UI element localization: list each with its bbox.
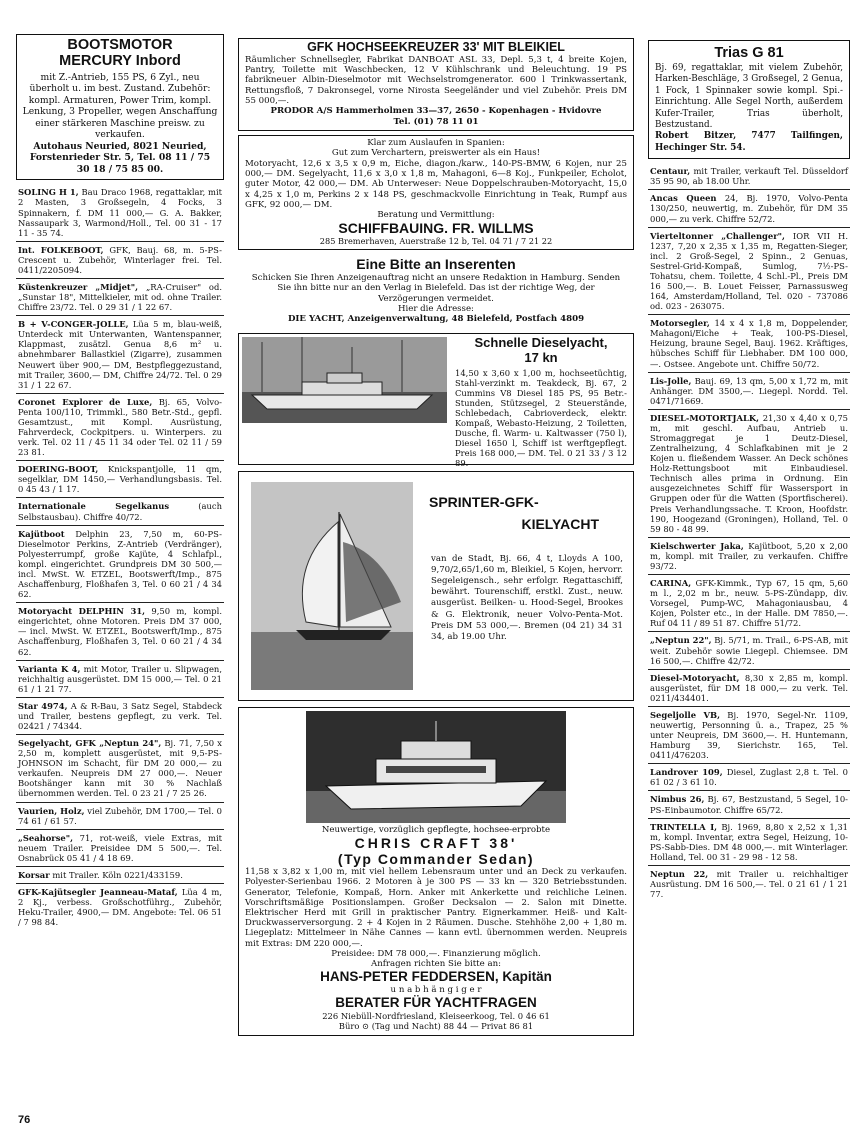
ad-lead: Ancas Queen <box>650 193 717 204</box>
ad-lead: SOLING H 1, <box>18 187 79 198</box>
chris-craft-photo <box>306 711 566 823</box>
right-classified-ad <box>648 228 850 316</box>
ad-lead: Internationale Segelkanus <box>18 501 170 512</box>
right-classified-ad <box>648 707 850 764</box>
right-classified-ad <box>648 575 850 632</box>
ad-lead: CARINA, <box>650 578 692 589</box>
left-classified-ad <box>16 461 224 498</box>
ad-willms-address: 285 Bremerhaven, Auerstraße 12 b, Tel. 04 71 / 7 21 22 <box>319 235 553 246</box>
ad-text: mit Motor, Trailer u. Slipwagen, reichhaltig ausgerüstet. DM 15 000,— Tel. 0 21 61 / 1 21 77. <box>18 663 222 694</box>
ad-lead: „Neptun 22", <box>650 635 712 646</box>
ad-lead: Centaur, <box>650 166 691 177</box>
ad-text: Bj. 67, Bestzustand, 5 Segel, 10-PS-Einbaumotor. Chiffre 65/72. <box>650 794 848 815</box>
chris-craft-requests: Anfragen richten Sie bitte an: <box>371 959 501 970</box>
ad-willms-advice: Beratung und Vermittlung: <box>377 210 495 221</box>
ad-bootsmotor-title: BOOTSMOTOR <box>67 37 173 53</box>
left-classified-ad <box>16 735 224 802</box>
ad-trias <box>648 40 850 159</box>
ad-trias-contact: Robert Bitzer, 7477 Tailfingen, Hechinger Str. 54. <box>655 131 843 153</box>
right-classified-ad <box>648 373 850 410</box>
left-classified-ad <box>16 661 224 698</box>
right-classifieds <box>648 163 850 902</box>
chris-craft-subtitle: (Typ Commander Sedan) <box>337 851 535 868</box>
dieselyacht-speed: 17 kn <box>524 349 558 365</box>
ad-gfk-contact: PRODOR A/S Hammerholmen 33—37, 2650 - Kopenhagen - Hvidovre <box>270 106 602 117</box>
ad-lead: Korsar <box>18 869 50 880</box>
middle-column <box>238 0 634 1036</box>
right-classified-ad <box>648 190 850 227</box>
dieselyacht-heading <box>453 336 629 366</box>
sprinter-photo <box>251 482 413 690</box>
ad-text: Bj. 71, 7,50 x 2,50 m, komplett ausgerüstet, mit 9,5-PS-JOHNSON im Schacht, für DM 20 000,— zu verkaufen. Neupreis DM 27 000,—. Neuer Bootshänger kann mit 30 % Nachlaß übernommen werden. Tel. 0 23 21 / 7 25 26. <box>18 738 222 799</box>
ad-lead: Kajütboot <box>18 528 65 539</box>
sprinter-illustration <box>251 482 413 690</box>
ad-text: (auch Selbstausbau). Chiffre 40/72. <box>18 501 222 522</box>
right-classified-ad <box>648 819 850 866</box>
ad-text: 21,30 x 4,40 x 0,75 m, mit geschl. Aufbau, Antrieb u. Stromaggregat je 1 Deutz-Diesel, Zentralheizung, 4 Schlafkabinen mit je 2 Kojen u. fließendem Wasser. An Deck schönes Holz-Rettungsboot mit Einbaudiesel. Technisch alles prima in Ordnung. Ein ausgezeichnetes Schiff für Wassersport in Gruppen oder für die Watten (Sportfischerei). Preis Verhandlungssache. T. Kroon, Hoofdstr. 190, Hoogezand (Groningen), Holland, Tel. 0 59 80 - 48 99. <box>650 412 848 534</box>
ad-lead: Coronet Explorer de Luxe, <box>18 396 153 407</box>
ad-gfk-body: Räumlicher Schnellsegler, Fabrikat DANBOAT ASL 33, Depl. 5,3 t, 4 breite Kojen, Pantry, Toilette mit Waschbecken, 12 V Kühlschrank und Beleuchtung. 19 PS fabrikneuer Albin-Dieselmotor mit Wechselstromgenerator. 600 l Trinkwassertank, Rettungsfloß, 7 Dakronsegel, vorne Nirosta Seegeländer und viel Zubehör. Preis DM 55 000,—. <box>245 54 627 106</box>
notice-inserenten-here: Hier die Adresse: <box>398 304 474 315</box>
right-classified-ad <box>648 866 850 902</box>
notice-inserenten-address: DIE YACHT, Anzeigenverwaltung, 48 Bielefeld, Postfach 4809 <box>287 314 585 325</box>
ad-bootsmotor-body: mit Z.-Antrieb, 155 PS, 6 Zyl., neu überholt u. im best. Zustand. Zubehör: kompl. Armaturen, Power Trim, kompl. Lenkung, 3 Propeller, wegen Anschaffung einer stärkeren Maschine preisw. zu verkaufen. <box>22 71 218 141</box>
ad-trias-body: Bj. 69, regattaklar, mit vielem Zubehör, Harken-Beschläge, 3 Großsegel, 2 Genua, 1 Fock, 1 Spinnaker sowie kompl. Spi.-Einrichtung. Alle Segel North, außerdem Kufer-Trailer, Trias überholt, Bestzustand. <box>655 62 843 130</box>
ad-lead: Int. FOLKEBOOT, <box>18 244 104 255</box>
chris-craft-independent: u n a b h ä n g i g e r <box>390 984 482 995</box>
ad-text: Bj. 1970, Segel-Nr. 1109, neuwertig, Personning ü. a., Trapez, 25 % unter Neupreis, DM 3600,—. H. Huntemann, Hamburg 39, Sierichstr. 165, Tel. 0411/476203. <box>650 709 848 761</box>
ad-text: Delphin 23, 7,50 m, 60-PS-Dieselmotor Perkins, Z-Antrieb (Verdränger), Polyesterrumpf, große Kajüte, 4 Schlafpl., kompl. eingerichtet. Grundpreis DM 30 500,— incl. MwSt. W. ETZEL, Bootswerft/Imp., 875 Aschaffenburg, Floßhafen 3, Tel. 0 60 21 / 4 34 62. <box>18 528 222 600</box>
ad-text: 14 x 4 x 1,8 m, Doppelender, Mahagoni/Eiche + Teak, 100-PS-Diesel, Heizung, braune Segel, Bauj. 1962. Kräftiges, hübsches Schiff für Liebhaber. DM 100 000,—. Ostsee. Angebote unt. Chiffre 50/72. <box>650 318 848 369</box>
right-classified-ad <box>648 764 850 791</box>
sprinter-title-line2: KIELYACHT <box>521 515 599 532</box>
ad-text: mit Trailer, verkauft Tel. Düsseldorf 35 95 90, ab 18.00 Uhr. <box>650 166 848 187</box>
left-classified-ad <box>16 498 224 525</box>
ad-lead: Küstenkreuzer „Midjet", <box>18 282 139 292</box>
ad-lead: DOERING-BOOT, <box>18 464 99 475</box>
ad-text: Knickspantjolle, 11 qm, segelklar, DM 1450,— Verhandlungsbasis. Tel. 0 45 43 / 1 17. <box>18 464 222 495</box>
ad-text: „RA-Cruiser" od. „Sunstar 18", Mittelkieler, mit od. ohne Trailer. Chiffre 23/72. Tel. 0 29 31 / 1 22 67. <box>18 282 222 313</box>
ad-text: Bj. 5/71, m. Trail., 6-PS-AB, mit weit. Zubehör sowie Liegepl. Chiemsee. DM 16 500,—. Chiffre 42/72. <box>650 635 848 666</box>
left-classified-ad <box>16 884 224 930</box>
chris-craft-role: BERATER FÜR YACHTFRAGEN <box>335 995 537 1011</box>
ad-text: IOR VII H. 1237, 7,20 x 2,35 x 1,35 m, Regatten-Sieger, incl. 2 Groß-Segel, 2 Spinn., 2 Genuas, Sestrel-Grid-Kompaß, Sumlog, 7½-PS-Tohatsu, chem. Toilette, 4 Schl.-Pl., Preis DM 16 500,—. B. Louet Feisser, Parnassusweg 164, Amsterdam/Holland, Tel. 020 - 737086 od. 023 - 263075. <box>650 230 848 312</box>
left-classified-ad <box>16 867 224 884</box>
ad-text: Bj. 65, Volvo-Penta 100/110, Trimmkl., 580 Betr.-Std., gepfl. Gesamtzust., mit Kompl. Ausrüstung, Fahrverdeck, Cockpitpers. u. Winterpers. zu verk. Tel. 02 11 / 45 11 34 oder Tel. 02 11 / 59 23 81. <box>18 396 222 458</box>
ad-trias-title: Trias G 81 <box>714 45 784 61</box>
ad-text: 24, Bj. 1970, Volvo-Penta 130/250, neuwertig, m. Zubehör, für DM 35 000,— zu verk. Chiffre 52/72. <box>650 193 849 224</box>
ad-lead: Vaurien, Holz, <box>18 805 85 816</box>
ad-lead: Lis-Jolle, <box>650 375 692 386</box>
ad-lead: Varianta K 4, <box>18 663 81 674</box>
ad-text: A & R-Bau, 3 Satz Segel, Stabdeck und Trailer, bestens gepflegt, zu verk. Tel. 02421 / 74344. <box>18 700 222 731</box>
left-classified-ad <box>16 184 224 241</box>
left-classified-ad <box>16 698 224 735</box>
ad-lead: B + V-CONGER-JOLLE, <box>18 319 129 330</box>
ad-lead: Star 4974, <box>18 700 68 711</box>
ad-text: Lüa 4 m, 2 Kj., verbess. Großschotführg., Zubehör, Heku-Trailer, 4900,— DM. Angebote: Tel. 06 51 / 7 98 84. <box>18 886 222 928</box>
ad-lead: Vierteltonner „Challenger", <box>650 230 785 241</box>
ad-lead: Landrover 109, <box>650 767 723 778</box>
ad-chris-craft <box>238 707 634 1036</box>
ad-lead: Segelyacht, GFK „Neptun 24", <box>18 738 162 749</box>
ad-text: GFK-Kimmk., Typ 67, 15 qm, 5,60 m l., 2,02 m br., neuw. 5-PS-Zündapp, div. Vorsegel, Pump-WC, Mahagoniausbau, 4 Kojen, Polster etc., in der Halle. DM 7850,—. Ruf 04 11 / 89 51 87. Chiffre 51/72. <box>650 578 848 629</box>
left-classified-ad <box>16 803 224 830</box>
left-classifieds <box>16 184 224 930</box>
left-classified-ad <box>16 316 224 394</box>
right-classified-ad <box>648 791 850 818</box>
ad-lead: DIESEL-MOTORTJALK, <box>650 412 760 423</box>
left-classified-ad <box>16 603 224 660</box>
dieselyacht-body: 14,50 x 3,60 x 1,00 m, hochseetüchtig, Stahl-verzinkt m. Teakdeck, Bj. 67, 2 Cummins V8 Diesel 185 PS, 95 Betr.-Stunden, Stützsegel, 2 Steuerstände, Schlebedach, Cabrioverdeck, elektr. Kompaß, Webasto-Heizung, 2 Toiletten, Dusche, fl. Warm- u. Kaltwasser (750 l), Diesel 1650 l, Schiff ist werftgepflegt. Preis 168 000,— DM. Tel. 0 21 33 / 3 12 89. <box>455 367 627 469</box>
left-classified-ad <box>16 394 224 461</box>
ad-lead: GFK-Kajütsegler Jeanneau-Mataf, <box>18 886 178 897</box>
ad-willms-intro2: Gut zum Verchartern, preiswerter als ein Haus! <box>331 148 541 159</box>
ad-text: 71, rot-weiß, viele Extras, mit neuem Trailer. Preisidee DM 5 500,—. Tel. Osnabrück 05 41 / 4 18 69. <box>18 832 222 863</box>
chris-craft-address: 226 Niebüll-Nordfriesland, Kleiseerkoog, Tel. 0 46 61 <box>322 1010 550 1021</box>
ad-lead: Motoryacht DELPHIN 31, <box>18 606 146 617</box>
chris-craft-price: Preisidee: DM 78 000,—. Finanzierung möglich. <box>331 948 541 959</box>
ad-willms-body: Motoryacht, 12,6 x 3,5 x 0,9 m, Eiche, diagon./karw., 140-PS-BMW, 6 Kojen, nur 25 000,— DM. Segelyacht, 11,6 x 3,0 x 1,8 m, Mahagoni, 6—8 Koj., Funkpeiler, Echolot, guter Motor, 42 000,— DM. Ab Unterweser: Neue Doppelschrauben-Motoryacht, 15,0 x 4,25 x 1,0 m, Perkins 2 x 148 PS, geschmackvolle Einrichtung in Teak, Rumpf aus GFK, 92 000,— DM. <box>245 158 627 210</box>
ad-text: 9,50 m, kompl. eingerichtet, ohne Motoren. Preis DM 37 000,— incl. MwSt. W. ETZEL, Bootswerft/Imp., 875 Aschaffenburg, Floßhafen 3, Tel. 0 60 21 / 4 34 62. <box>18 606 223 657</box>
ad-text: Lüa 5 m, blau-weiß, Unterdeck mit Unterwanten, Wantenspanner, Klappmast, zusätzl. Genua 8,6 m² u. abnehmbarer Ballastkiel (Zigarre), zusammen Neuwert über 900,— DM, Bestpfleggezustand, mit Trailer, 3600,— DM, Chiffre 24/72. Tel. 0 29 31 / 1 22 67. <box>18 319 223 390</box>
ad-text: Bauj. 69, 13 qm, 5,00 x 1,72 m, mit Anhänger. DM 3500,—. Liegepl. Nordd. Tel. 0471/71669. <box>650 375 848 406</box>
left-classified-ad <box>16 242 224 279</box>
right-classified-ad <box>648 538 850 575</box>
ad-bootsmotor <box>16 34 224 180</box>
ad-lead: Segeljolle VB, <box>650 709 721 720</box>
ad-willms <box>238 135 634 250</box>
ad-text: Bj. 1969, 8,80 x 2,52 x 1,31 m, kompl. Inventar, extra Segel, Heizung, 10-PS-Sabb-Dies. DM 48 000,—. mit Winterlager. Holland, Tel. 00 31 - 29 98 - 12 58. <box>650 821 848 862</box>
ad-lead: TRINTELLA I, <box>650 821 718 832</box>
right-classified-ad <box>648 410 850 538</box>
left-column <box>16 0 224 930</box>
ad-lead: Neptun 22, <box>650 868 709 879</box>
right-classified-ad <box>648 670 850 707</box>
ad-gfk-tel: Tel. (01) 78 11 01 <box>393 116 479 127</box>
chris-craft-name: HANS-PETER FEDDERSEN, Kapitän <box>320 969 552 985</box>
chris-craft-office: Büro ⊙ (Tag und Nacht) 88 44 — Privat 86 81 <box>338 1020 534 1031</box>
dieselyacht-title: Schnelle Dieselyacht, <box>474 334 608 350</box>
ad-bootsmotor-subtitle: MERCURY Inbord <box>59 52 181 69</box>
ad-willms-intro1: Klar zum Auslaufen in Spanien: <box>367 137 505 148</box>
ad-lead: Diesel-Motoryacht, <box>650 672 740 683</box>
chris-craft-title: CHRIS CRAFT 38' <box>354 835 518 852</box>
chris-craft-tagline: Neuwertige, vorzüglich gepflegte, hochsee-erprobte <box>321 824 551 835</box>
right-column <box>648 0 850 902</box>
right-classified-ad <box>648 163 850 190</box>
sprinter-title <box>429 494 599 532</box>
ad-text: Bau Draco 1968, regattaklar, mit 2 Masten, 3 Großsegeln, 4 Focks, 3 Spinnakern, f. DM 11 000,— G. A. Bakker, Nassaupark 3, Warmond/Holl., Tel. 00 31 - 17 11 - 35 74. <box>18 187 223 238</box>
ad-text: GFK, Bauj. 68, m. 5-PS-Crescent u. Zubehör, Winterlager frei. Tel. 0411/2205094. <box>18 244 222 275</box>
right-classified-ad <box>648 632 850 669</box>
ad-lead: Kielschwerter Jaka, <box>650 540 744 551</box>
ad-lead: Nimbus 26, <box>650 794 705 805</box>
left-classified-ad <box>16 279 224 316</box>
chris-craft-illustration <box>306 711 566 823</box>
notice-inserenten-body: Schicken Sie Ihren Anzeigenauftrag nicht an unsere Redaktion in Hamburg. Senden Sie ihn bitte nur an den Verlag in Bielefeld. Das ist der richtige Weg, der Verzögerungen vermeidet. <box>251 273 621 304</box>
ad-text: Kajütboot, 5,20 x 2,00 m, kompl. mit Trailer, zu verkaufen. Chiffre 93/72. <box>650 540 848 571</box>
ad-sprinter <box>238 471 634 701</box>
chris-craft-body: 11,58 x 3,82 x 1,00 m, mit viel hellem Lebensraum unter und an Deck zu verkaufen. Polyester-Serienbau 1966. 2 Motoren à je 300 PS — 33 kn — 320 Betriebsstunden. Generator, Telefonie, Kompaß, Horn. Anker mit Ankerkette und reichliche Leinen. Vorschriftsmäßige Positionslampen. Großer Decksalon — 2. Salon mit Dinette. Elektrischer Herd mit Grill in praktischer Pantry. Eignerkammer. Heiß- und Kalt-Druckwasserversorgung. 2 + 4 Kojen in 2 Räumen. Dusche. Stehhöhe 2,00 + 1,80 m. Liegeplatz: Mittelmeer in Nähe Cannes — kann evtl. übernommen werden. Neupreis mit Extras: DM 220 000,—. <box>245 867 627 949</box>
page-number: 76 <box>18 1114 31 1126</box>
ad-lead: „Seahorse", <box>18 832 74 843</box>
notice-inserenten-title: Eine Bitte an Inserenten <box>356 256 516 273</box>
ad-gfk-title: GFK HOCHSEEKREUZER 33' MIT BLEIKIEL <box>307 40 565 54</box>
left-classified-ad <box>16 830 224 867</box>
left-classified-ad <box>16 526 224 604</box>
ad-gfk-hochseekreuzer <box>238 38 634 131</box>
ad-text: 8,30 x 2,85 m, kompl. ausgerüstet, für DM 18 000,— zu verk. Tel. 0211/434401. <box>650 672 848 703</box>
sprinter-body: van de Stadt, Bj. 66, 4 t, Lloyds A 100, 9,70/2,65/1,60 m, Bleikiel, 5 Kojen, hervorr. Segeleigensch., sehr erfolgr. Regattaschiff, bewährt. Tourenschiff, erstkl. Zust., neuw. ausgerüst. Beilken- u. Hood-Segel, Brookes & G. Elektronik, neuer Volvo-Penta-Mot. Preis DM 53 000,—. Bremen (04 21) 34 31 34, ab 19.00 Uhr. <box>431 553 623 642</box>
dieselyacht-photo <box>242 337 447 423</box>
ad-text: mit Trailer u. reichhaltiger Ausrüstung. DM 16 500,—. Tel. 0 21 61 / 1 21 77. <box>650 868 848 900</box>
ad-lead: Motorsegler, <box>650 318 710 329</box>
dieselyacht-illustration <box>242 337 447 423</box>
notice-inserenten <box>238 256 634 324</box>
right-classified-ad <box>648 315 850 372</box>
sprinter-title-line1: SPRINTER-GFK- <box>429 493 539 510</box>
ad-dieselyacht <box>238 333 634 469</box>
ad-text: viel Zubehör, DM 1700,— Tel. 0 74 61 / 61 57. <box>18 805 222 826</box>
ad-willms-name: SCHIFFBAUING. FR. WILLMS <box>338 220 534 237</box>
ad-text: Diesel, Zuglast 2,8 t. Tel. 0 61 02 / 3 61 10. <box>650 767 848 788</box>
ad-text: mit Trailer. Köln 0221/433159. <box>52 869 183 880</box>
ad-bootsmotor-contact: Autohaus Neuried, 8021 Neuried, Forstenrieder Str. 5, Tel. 08 11 / 75 30 18 / 75 85 00. <box>29 140 211 175</box>
